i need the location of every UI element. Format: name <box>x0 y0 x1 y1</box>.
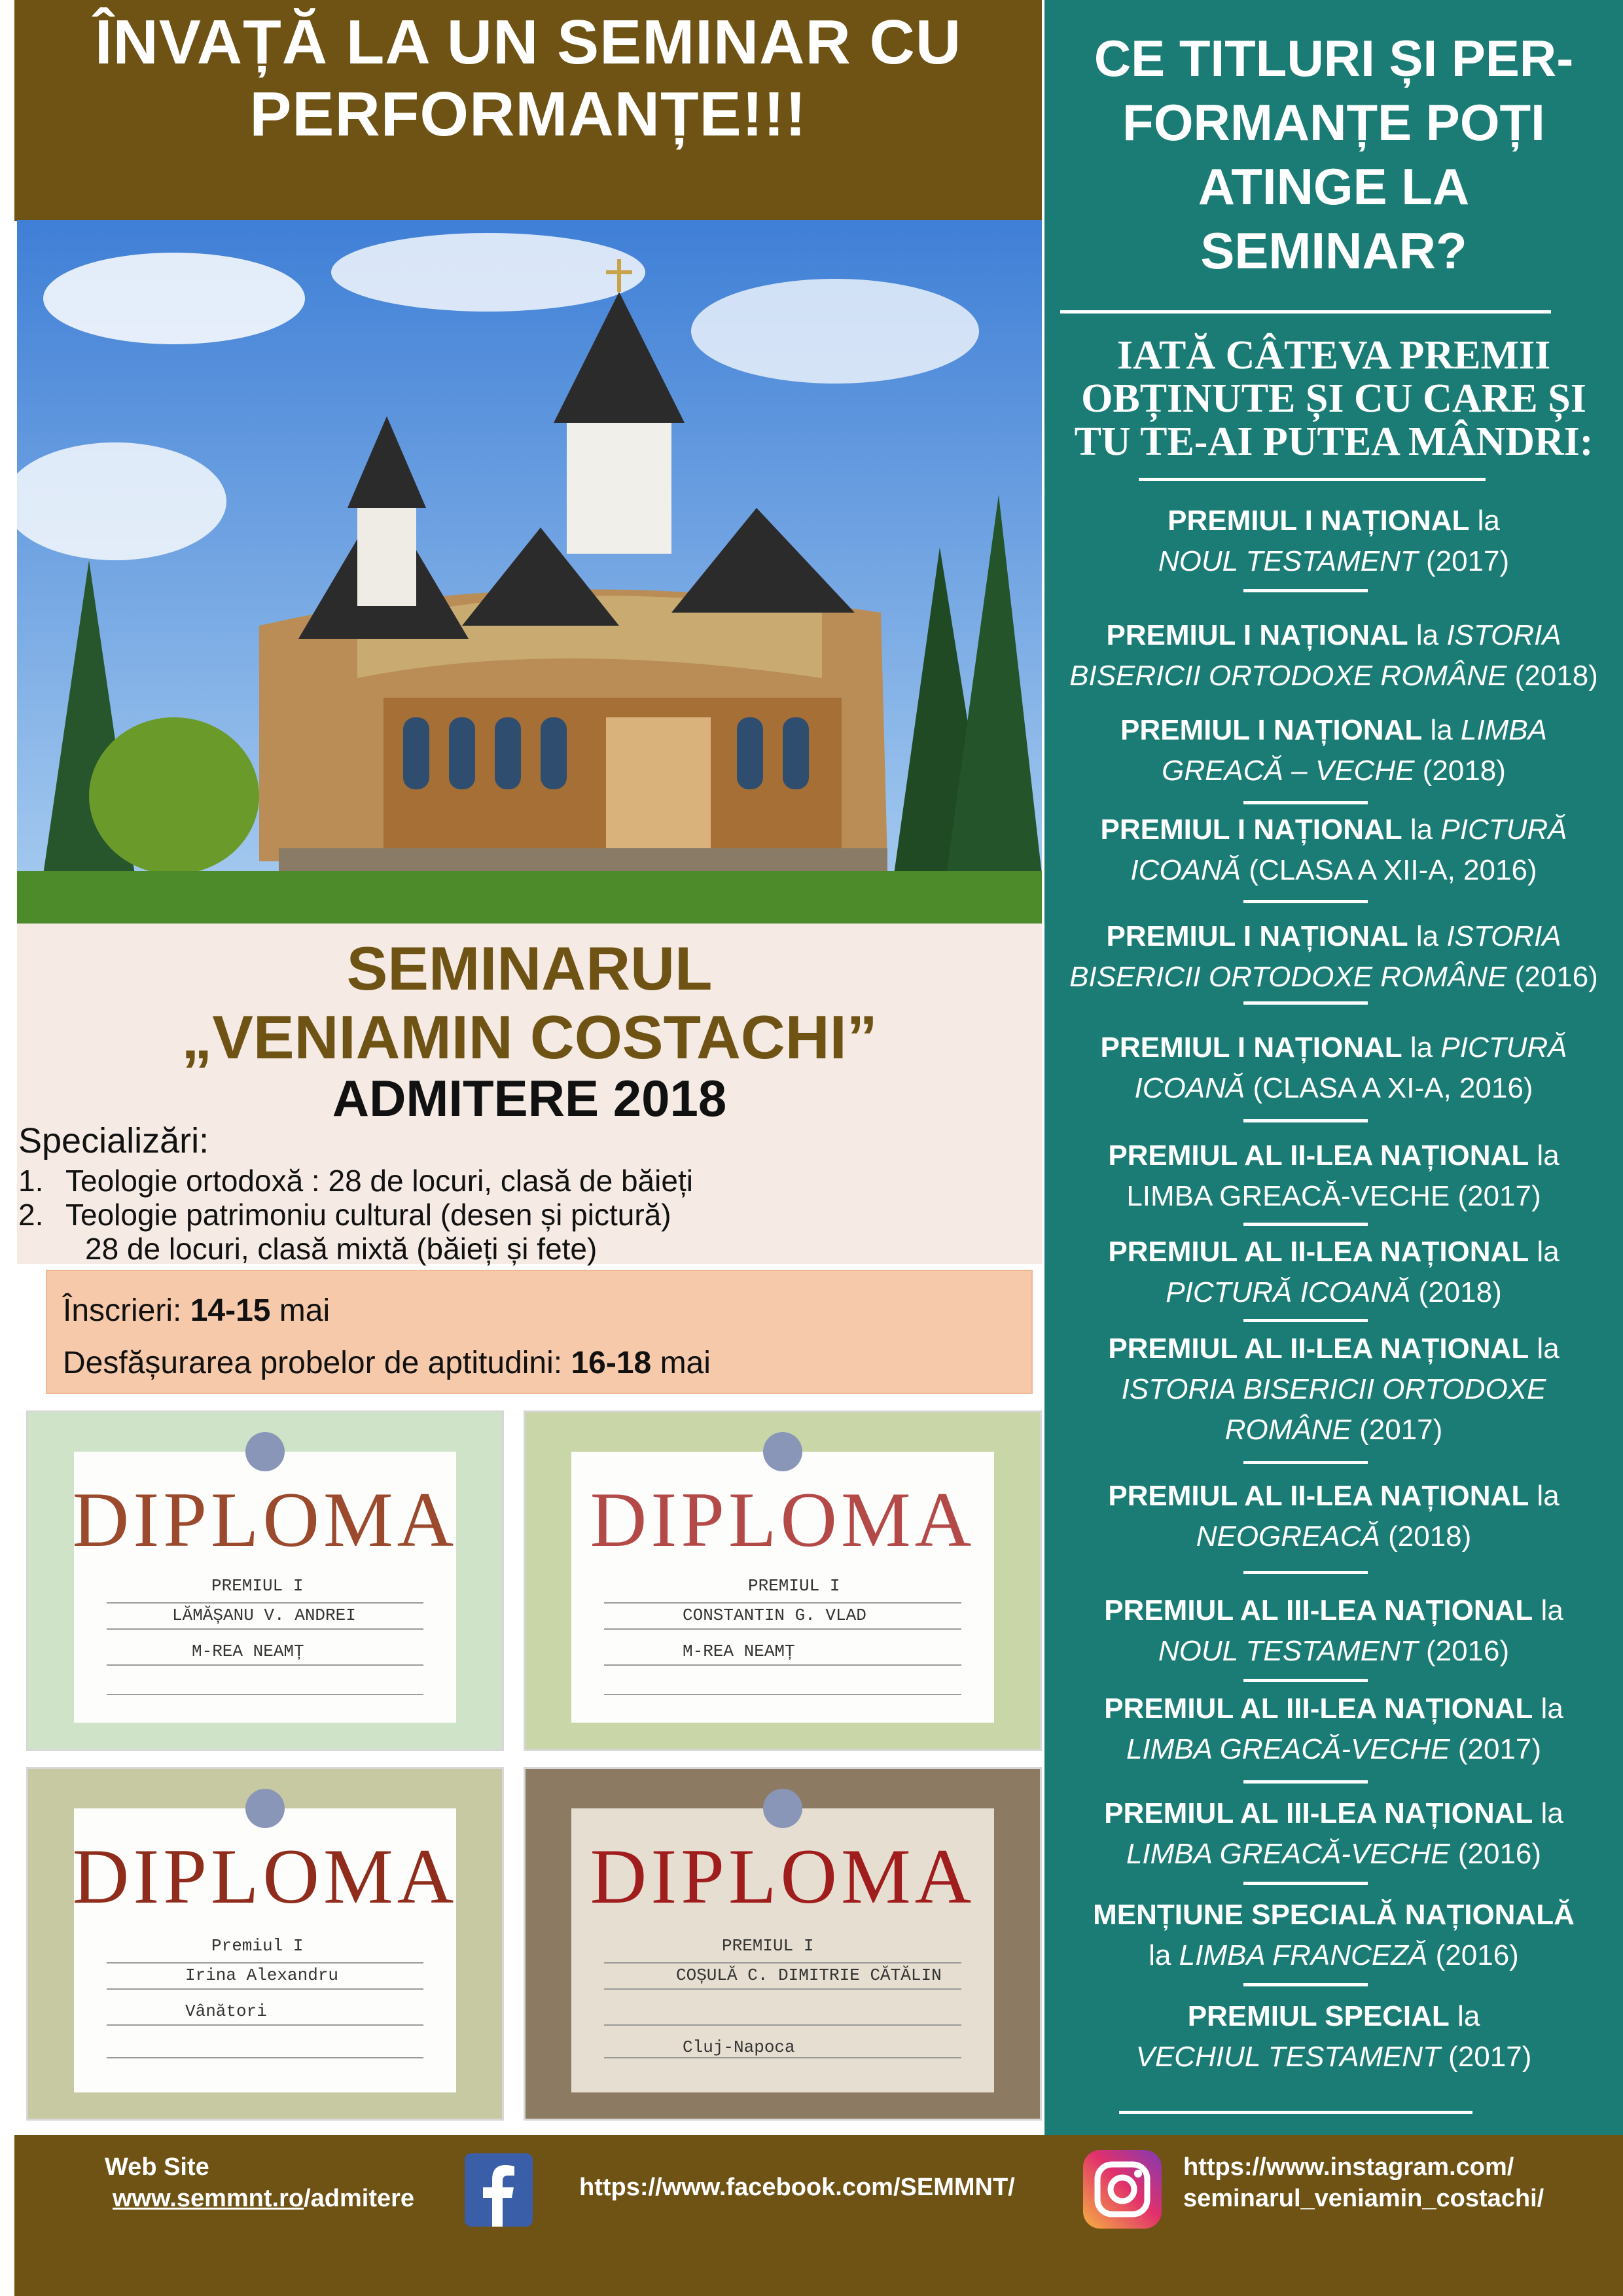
award-title: PREMIUL AL II-LEA NAȚIONAL <box>1108 1236 1529 1268</box>
award-connector: la <box>1529 1333 1560 1365</box>
divider <box>1243 1780 1368 1784</box>
award-item <box>1044 1996 1623 2077</box>
award-item <box>1044 916 1623 997</box>
award-year: (2017) <box>1440 2041 1532 2073</box>
spec-1-number: 1. <box>18 1164 44 1198</box>
award-year: (CLASA A XII-A, 2016) <box>1241 854 1537 886</box>
award-item <box>1044 1793 1623 1874</box>
page-title <box>14 7 1042 151</box>
award-subject: NOUL TESTAMENT <box>1158 545 1418 577</box>
award-title: PREMIUL AL II-LEA NAȚIONAL <box>1108 1139 1529 1172</box>
award-subject: BISERICII ORTODOXE ROMÂNE <box>1069 961 1507 993</box>
diploma-title: DIPLOMA <box>590 1833 976 1920</box>
tests-value: 16-18 <box>571 1346 652 1380</box>
admission-title: ADMITERE 2018 <box>332 1069 727 1127</box>
enrollment-unit: mai <box>270 1293 330 1328</box>
award-connector: la <box>1449 2000 1480 2032</box>
divider <box>1243 900 1368 903</box>
award-connector: la <box>1408 619 1447 651</box>
award-year: (2016) <box>1507 961 1598 993</box>
award-year: (2017) <box>1351 1414 1443 1446</box>
award-item <box>1044 710 1623 791</box>
web-site-label: Web Site <box>105 2153 209 2181</box>
award-title: PREMIUL SPECIAL <box>1187 2000 1450 2032</box>
award-title: PREMIUL AL II-LEA NAȚIONAL <box>1108 1480 1529 1512</box>
diploma-prize: PREMIUL I <box>722 1936 814 1956</box>
award-connector: la <box>1422 714 1461 746</box>
award-title: PREMIUL AL III-LEA NAȚIONAL <box>1104 1797 1533 1829</box>
award-connector: la <box>1533 1693 1563 1725</box>
award-year: (2016) <box>1418 1635 1510 1667</box>
sidebar-intro-line: TU TE-AI PUTEA MÂNDRI: <box>1074 420 1594 464</box>
award-subject: ISTORIA BISERICII ORTODOXE <box>1121 1373 1546 1405</box>
diploma-city: Cluj-Napoca <box>683 2037 795 2057</box>
sidebar-intro-line: OBȚINUTE ȘI CU CARE ȘI <box>1081 376 1586 421</box>
award-year: (2018) <box>1380 1520 1472 1552</box>
divider <box>1139 478 1486 481</box>
instagram-link[interactable] <box>1183 2151 1544 2214</box>
award-title: PREMIUL I NAȚIONAL <box>1106 619 1408 651</box>
award-item <box>1044 810 1623 891</box>
facebook-icon[interactable] <box>465 2153 533 2227</box>
divider <box>1243 1319 1368 1322</box>
award-subject: NOUL TESTAMENT <box>1158 1635 1418 1667</box>
sidebar-question <box>1044 26 1623 283</box>
award-subject: GREACĂ – VECHE <box>1162 755 1415 787</box>
award-year: (2016) <box>1450 1838 1542 1870</box>
award-subject: PICTURĂ <box>1440 1031 1567 1064</box>
award-connector: la <box>1402 814 1441 846</box>
web-site-link[interactable] <box>113 2183 414 2214</box>
web-site-domain[interactable]: www.semmnt.ro <box>113 2185 304 2212</box>
award-item <box>1044 615 1623 696</box>
award-year: (2018) <box>1410 1276 1502 1308</box>
tests-label: Desfășurarea probelor de aptitudini: <box>63 1346 571 1380</box>
award-title: MENȚIUNE SPECIALĂ NAȚIONALĂ <box>1093 1899 1575 1931</box>
divider <box>1243 1461 1368 1464</box>
diploma-student: COȘULĂ C. DIMITRIE CĂTĂLIN <box>676 1965 942 1985</box>
divider <box>1243 1983 1368 1986</box>
divider <box>1243 1882 1368 1885</box>
award-connector: la <box>1469 505 1500 537</box>
diploma-city: M-REA NEAMȚ <box>192 1641 304 1661</box>
award-item <box>1044 501 1623 582</box>
specializations-heading: Specializări: <box>18 1121 209 1160</box>
diploma-image-4 <box>524 1767 1042 2121</box>
award-item <box>1044 1895 1623 1976</box>
award-item <box>1044 1590 1623 1672</box>
award-subject: ISTORIA <box>1446 619 1561 651</box>
award-connector: la <box>1529 1139 1560 1172</box>
award-item <box>1044 1476 1623 1557</box>
award-connector: la <box>1408 920 1447 952</box>
divider <box>1243 1571 1368 1574</box>
school-name-line2: „VENIAMIN COSTACHI” <box>181 1003 878 1071</box>
award-subject: ICOANĂ <box>1130 854 1241 886</box>
tests-dates <box>63 1345 711 1381</box>
web-site-path[interactable]: /admitere <box>304 2185 415 2212</box>
diploma-city: Vânători <box>185 2001 267 2021</box>
divider <box>1119 2111 1472 2114</box>
divider <box>1243 1119 1368 1122</box>
diploma-prize: PREMIUL I <box>211 1576 304 1596</box>
award-subject: ICOANĂ <box>1134 1072 1245 1104</box>
award-subject: PICTURĂ <box>1440 814 1567 846</box>
sidebar-question-line: CE TITLURI ȘI PER- <box>1094 29 1574 87</box>
award-subject: PICTURĂ ICOANĂ <box>1166 1276 1411 1308</box>
spec-2-number: 2. <box>18 1198 44 1232</box>
coat-of-arms-icon <box>245 1432 285 1471</box>
instagram-icon[interactable] <box>1083 2150 1162 2229</box>
award-item <box>1044 1329 1623 1450</box>
award-title: PREMIUL AL II-LEA NAȚIONAL <box>1108 1333 1529 1365</box>
enrollment-label: Înscrieri: <box>63 1293 190 1328</box>
church-photo <box>17 220 1042 924</box>
spec-2-details: 28 de locuri, clasă mixtă (băieți și fete) <box>85 1232 597 1266</box>
award-subject: BISERICII ORTODOXE ROMÂNE <box>1069 660 1507 692</box>
divider <box>1243 801 1368 804</box>
award-title: PREMIUL I NAȚIONAL <box>1106 920 1408 952</box>
diploma-image-2 <box>524 1410 1042 1751</box>
award-year: (2016) <box>1427 1939 1519 1971</box>
coat-of-arms-icon <box>245 1789 285 1828</box>
award-title: PREMIUL I NAȚIONAL <box>1100 1031 1402 1064</box>
award-connector: la <box>1529 1480 1560 1512</box>
facebook-link[interactable]: https://www.facebook.com/SEMMNT/ <box>579 2174 1015 2201</box>
sidebar-question-line: FORMANȚE POȚI <box>1122 94 1545 151</box>
award-subject: LIMBA <box>1460 714 1547 746</box>
award-subject: LIMBA FRANCEZĂ <box>1179 1939 1428 1971</box>
title-line-2: PERFORMANȚE!!! <box>249 79 807 149</box>
instagram-link-line1[interactable]: https://www.instagram.com/ <box>1183 2153 1514 2181</box>
award-subject: LIMBA GREACĂ-VECHE <box>1126 1733 1450 1765</box>
award-connector: la <box>1529 1236 1560 1268</box>
diploma-prize: PREMIUL I <box>748 1576 840 1596</box>
award-connector: la <box>1149 1939 1179 1971</box>
divider <box>1243 1223 1368 1226</box>
award-subject: LIMBA GREACĂ-VECHE <box>1126 1838 1450 1870</box>
diploma-student: LĂMĂȘANU V. ANDREI <box>172 1605 356 1625</box>
award-item <box>1044 1232 1623 1313</box>
diploma-image-1 <box>26 1410 504 1751</box>
school-name-line1: SEMINARUL <box>346 934 713 1003</box>
diploma-image-3 <box>26 1767 504 2121</box>
enrollment-dates <box>63 1293 330 1329</box>
award-title: PREMIUL I NAȚIONAL <box>1100 814 1402 846</box>
award-title: PREMIUL I NAȚIONAL <box>1120 714 1423 746</box>
award-item <box>1044 1689 1623 1770</box>
coat-of-arms-icon <box>763 1432 802 1471</box>
divider <box>1243 1679 1368 1682</box>
divider <box>1060 310 1551 314</box>
award-year: (2018) <box>1414 755 1506 787</box>
award-item <box>1044 1028 1623 1109</box>
enrollment-value: 14-15 <box>190 1293 271 1328</box>
award-subject: ISTORIA <box>1446 920 1561 952</box>
award-year: (2017) <box>1418 545 1510 577</box>
award-subject: VECHIUL TESTAMENT <box>1135 2041 1440 2073</box>
divider <box>1243 589 1368 592</box>
award-year: (2018) <box>1507 660 1598 692</box>
award-subject: ROMÂNE <box>1224 1414 1351 1446</box>
tests-unit: mai <box>651 1346 711 1380</box>
award-connector: la <box>1533 1594 1563 1626</box>
award-title: PREMIUL AL III-LEA NAȚIONAL <box>1104 1594 1533 1626</box>
diploma-title: DIPLOMA <box>72 1833 458 1920</box>
sidebar-intro <box>1044 334 1623 463</box>
instagram-link-line2[interactable]: seminarul_veniamin_costachi/ <box>1183 2185 1544 2212</box>
diploma-city: M-REA NEAMȚ <box>683 1641 795 1661</box>
award-year: (CLASA A XI-A, 2016) <box>1245 1072 1533 1104</box>
award-year: LIMBA GREACĂ-VECHE (2017) <box>1126 1180 1541 1212</box>
award-subject: NEOGREACĂ <box>1196 1520 1380 1552</box>
award-connector: la <box>1402 1031 1441 1064</box>
coat-of-arms-icon <box>763 1789 802 1828</box>
award-title: PREMIUL AL III-LEA NAȚIONAL <box>1104 1693 1533 1725</box>
spec-1-text: Teologie ortodoxă : 28 de locuri, clasă de băieți <box>65 1164 693 1198</box>
award-item <box>1044 1136 1623 1217</box>
diploma-prize: Premiul I <box>211 1936 304 1956</box>
title-line-1: ÎNVAȚĂ LA UN SEMINAR CU <box>94 7 962 77</box>
diploma-title: DIPLOMA <box>72 1476 458 1563</box>
award-year: (2017) <box>1450 1733 1542 1765</box>
sidebar-question-line: SEMINAR? <box>1200 222 1467 279</box>
diploma-student: Irina Alexandru <box>185 1965 339 1985</box>
award-title: PREMIUL I NAȚIONAL <box>1168 505 1470 537</box>
sidebar-question-line: ATINGE LA <box>1198 158 1470 215</box>
spec-2-text: Teologie patrimoniu cultural (desen și pictură) <box>65 1198 671 1232</box>
diploma-student: CONSTANTIN G. VLAD <box>683 1605 866 1625</box>
award-connector: la <box>1533 1797 1563 1829</box>
divider <box>1243 1001 1368 1005</box>
sidebar-intro-line: IATĂ CÂTEVA PREMII <box>1116 333 1551 378</box>
diploma-title: DIPLOMA <box>590 1476 976 1563</box>
